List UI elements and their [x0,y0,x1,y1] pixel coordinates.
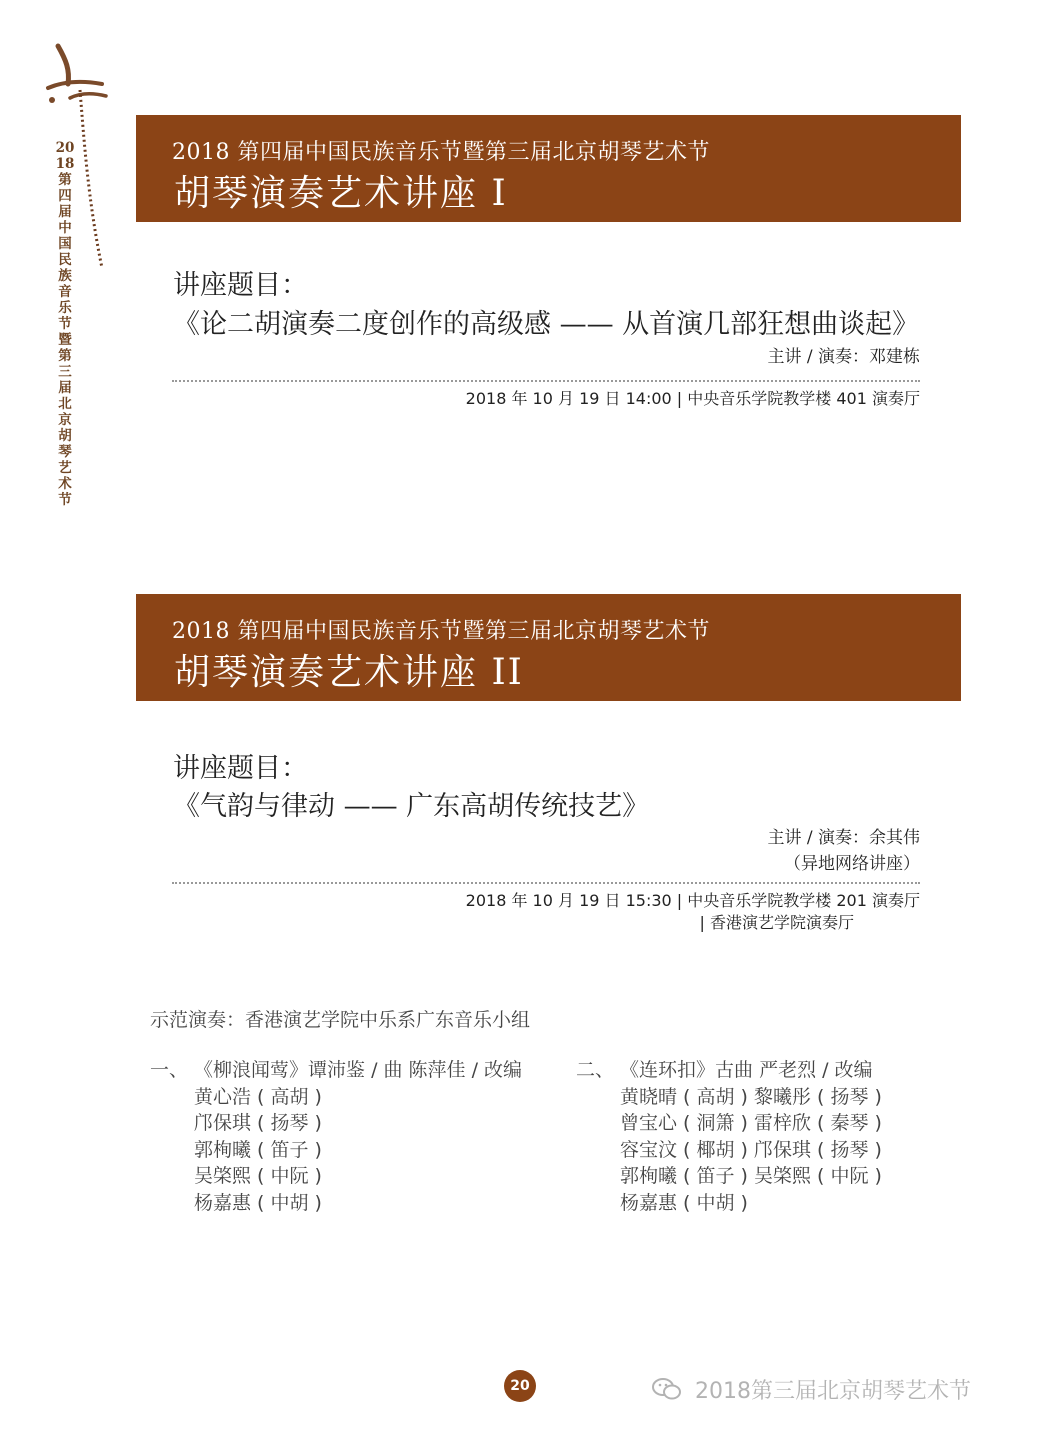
lecture-1-topic: 《论二胡演奏二度创作的高级感 —— 从首演几部狂想曲谈起》 [173,309,920,340]
lecture-1-name: 胡琴演奏艺术讲座 I [174,173,508,214]
performer: 容宝汶 ( 椰胡 ) 邝保琪 ( 扬琴 ) [620,1138,882,1161]
page-number: 20 [504,1370,536,1402]
lecture-2-topic-label: 讲座题目： [173,753,308,784]
performer: 黄心浩 ( 高胡 ) [194,1085,322,1108]
lecture-2-speaker: 主讲 / 演奏：余其伟 [767,828,920,848]
watermark-text: 2018第三届北京胡琴艺术节 [695,1379,971,1404]
performer: 吴棨熙 ( 中阮 ) [194,1165,322,1187]
demo-label: 示范演奏：香港演艺学院中乐系广东音乐小组 [150,1009,531,1031]
lecture-2-location-extra: | 香港演艺学院演奏厅 [699,913,854,932]
lecture-1-banner [136,115,961,222]
performer: 杨嘉惠 ( 中胡 ) [620,1191,748,1214]
performer: 曾宝心 ( 洞箫 ) 雷梓欣 ( 秦琴 ) [620,1112,882,1134]
lecture-1-topic-label: 讲座题目： [173,270,308,301]
watermark [652,1374,971,1407]
lecture-2-name: 胡琴演奏艺术讲座 II [174,652,524,693]
lecture-2-banner [136,594,961,701]
vertical-festival-title: 2018第四届中国民族音乐节暨第三届北京胡琴艺术节 [55,140,75,508]
lecture-1-festival: 2018 第四届中国民族音乐节暨第三届北京胡琴艺术节 [172,140,710,165]
performer: 黄晓晴 ( 高胡 ) 黎曦彤 ( 扬琴 ) [620,1085,882,1108]
lecture-2-festival: 2018 第四届中国民族音乐节暨第三届北京胡琴艺术节 [172,619,710,644]
piece-1 [150,1057,522,1216]
lecture-2-time-location: 2018 年 10 月 19 日 15:30 | 中央音乐学院教学楼 201 演奏厅 [465,891,920,910]
piece-2 [576,1057,882,1216]
performer: 郭栒曦 ( 笛子 ) 吴棨熙 ( 中阮 ) [620,1165,882,1187]
wechat-icon [652,1377,682,1407]
piece-2-heading: 二、 《连环扣》古曲 严老烈 / 改编 [576,1059,873,1081]
performer: 郭栒曦 ( 笛子 ) [194,1138,322,1161]
lecture-1-divider [172,380,920,382]
lecture-1-time-location: 2018 年 10 月 19 日 14:00 | 中央音乐学院教学楼 401 演奏厅 [465,389,920,408]
lecture-2-divider [172,882,920,884]
lecture-1-speaker: 主讲 / 演奏：邓建栋 [767,347,920,367]
calligraphy-logo [40,40,120,280]
piece-1-heading: 一、 《柳浪闻莺》谭沛鉴 / 曲 陈萍佳 / 改编 [150,1059,523,1081]
performer: 邝保琪 ( 扬琴 ) [194,1112,322,1134]
performer: 杨嘉惠 ( 中胡 ) [194,1191,322,1214]
lecture-2-topic: 《气韵与律动 —— 广东高胡传统技艺》 [173,791,650,822]
lecture-2-speaker-note: （异地网络讲座） [784,854,920,874]
